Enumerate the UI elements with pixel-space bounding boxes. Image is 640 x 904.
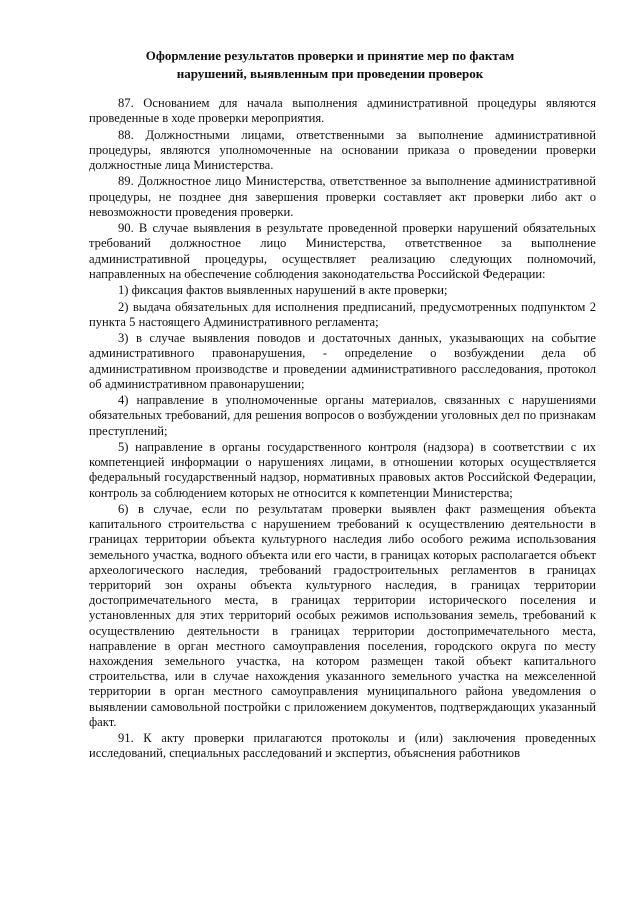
list-item-2: 2) выдача обязательных для исполнения предписаний, предусмотренных подпунктом 2 пункта 5 настоящего Административного регламента; [89,299,596,329]
paragraph-91: 91. К акту проверки прилагаются протоколы и (или) заключения проведенных исследований, специальных расследований и экспертиз, объяснения работников [89,731,596,761]
list-item-6: 6) в случае, если по результатам проверки выявлен факт размещения объекта капитального строительства с нарушением требований к осуществлению деятельности в границах территории объекта культурного наследия либо особого режима использования земельного участка, водного объекта или его части, в границах которых располагается объект археологического наследия, требований градостроительных регламентов в границах территорий зон охраны объекта культурного наследия, в границах территории достопримечательного места, в границах территории исторического поселения и установленных для этих территорий особых режимов использования земель, требований к осуществлению деятельности в границах территории достопримечательного места, направление в орган местного самоуправления поселения, городского округа по месту нахождения земельного участка, на котором размещен такой объект капитального строительства, или в случае нахождения указанного земельного участка на межселенной территории в орган местного самоуправления муниципального района уведомления о выявлении самовольной постройки с приложением документов, подтверждающих указанный факт. [89,501,596,729]
section-heading [120,47,540,83]
paragraph-90: 90. В случае выявления в результате проведенной проверки нарушений обязательных требований должностное лицо Министерства, ответственное за выполнение административной процедуры, осуществляет реализацию следующих полномочий, направленных на обеспечение соблюдения законодательства Российской Федерации: [89,221,596,281]
paragraph-87: 87. Основанием для начала выполнения административной процедуры являются проведенные в ходе проверки мероприятия. [89,96,596,126]
paragraph-88: 88. Должностными лицами, ответственными за выполнение административной процедуры, являются уполномоченные на основании приказа о проведении проверки должностные лица Министерства. [89,127,596,172]
list-item-3: 3) в случае выявления поводов и достаточных данных, указывающих на событие административного правонарушения, - определение о возбуждении дела об административном производстве и проведении административного расследования, протокол об административном правонарушении; [89,331,596,391]
paragraph-89: 89. Должностное лицо Министерства, ответственное за выполнение административной процедуры, не позднее дня завершения проверки составляет акт проверки либо акт о невозможности проведения проверки. [89,174,596,219]
document-body [89,96,596,763]
list-item-5: 5) направление в органы государственного контроля (надзора) в соответствии с их компетенцией информации о нарушениях лицами, в отношении которых осуществляется федеральный государственный надзор, нормативных правовых актов Российской Федерации, контроль за соблюдением которых не относится к компетенции Министерства; [89,439,596,500]
section-title: Оформление результатов проверки и принятие мер по фактам нарушений, выявленным при проведении проверок [145,48,515,81]
list-item-1: 1) фиксация фактов выявленных нарушений в акте проверки; [118,283,448,298]
list-item-4: 4) направление в уполномоченные органы материалов, связанных с нарушениями обязательных требований, для решения вопросов о возбуждении уголовных дел по признакам преступлений; [89,393,596,438]
